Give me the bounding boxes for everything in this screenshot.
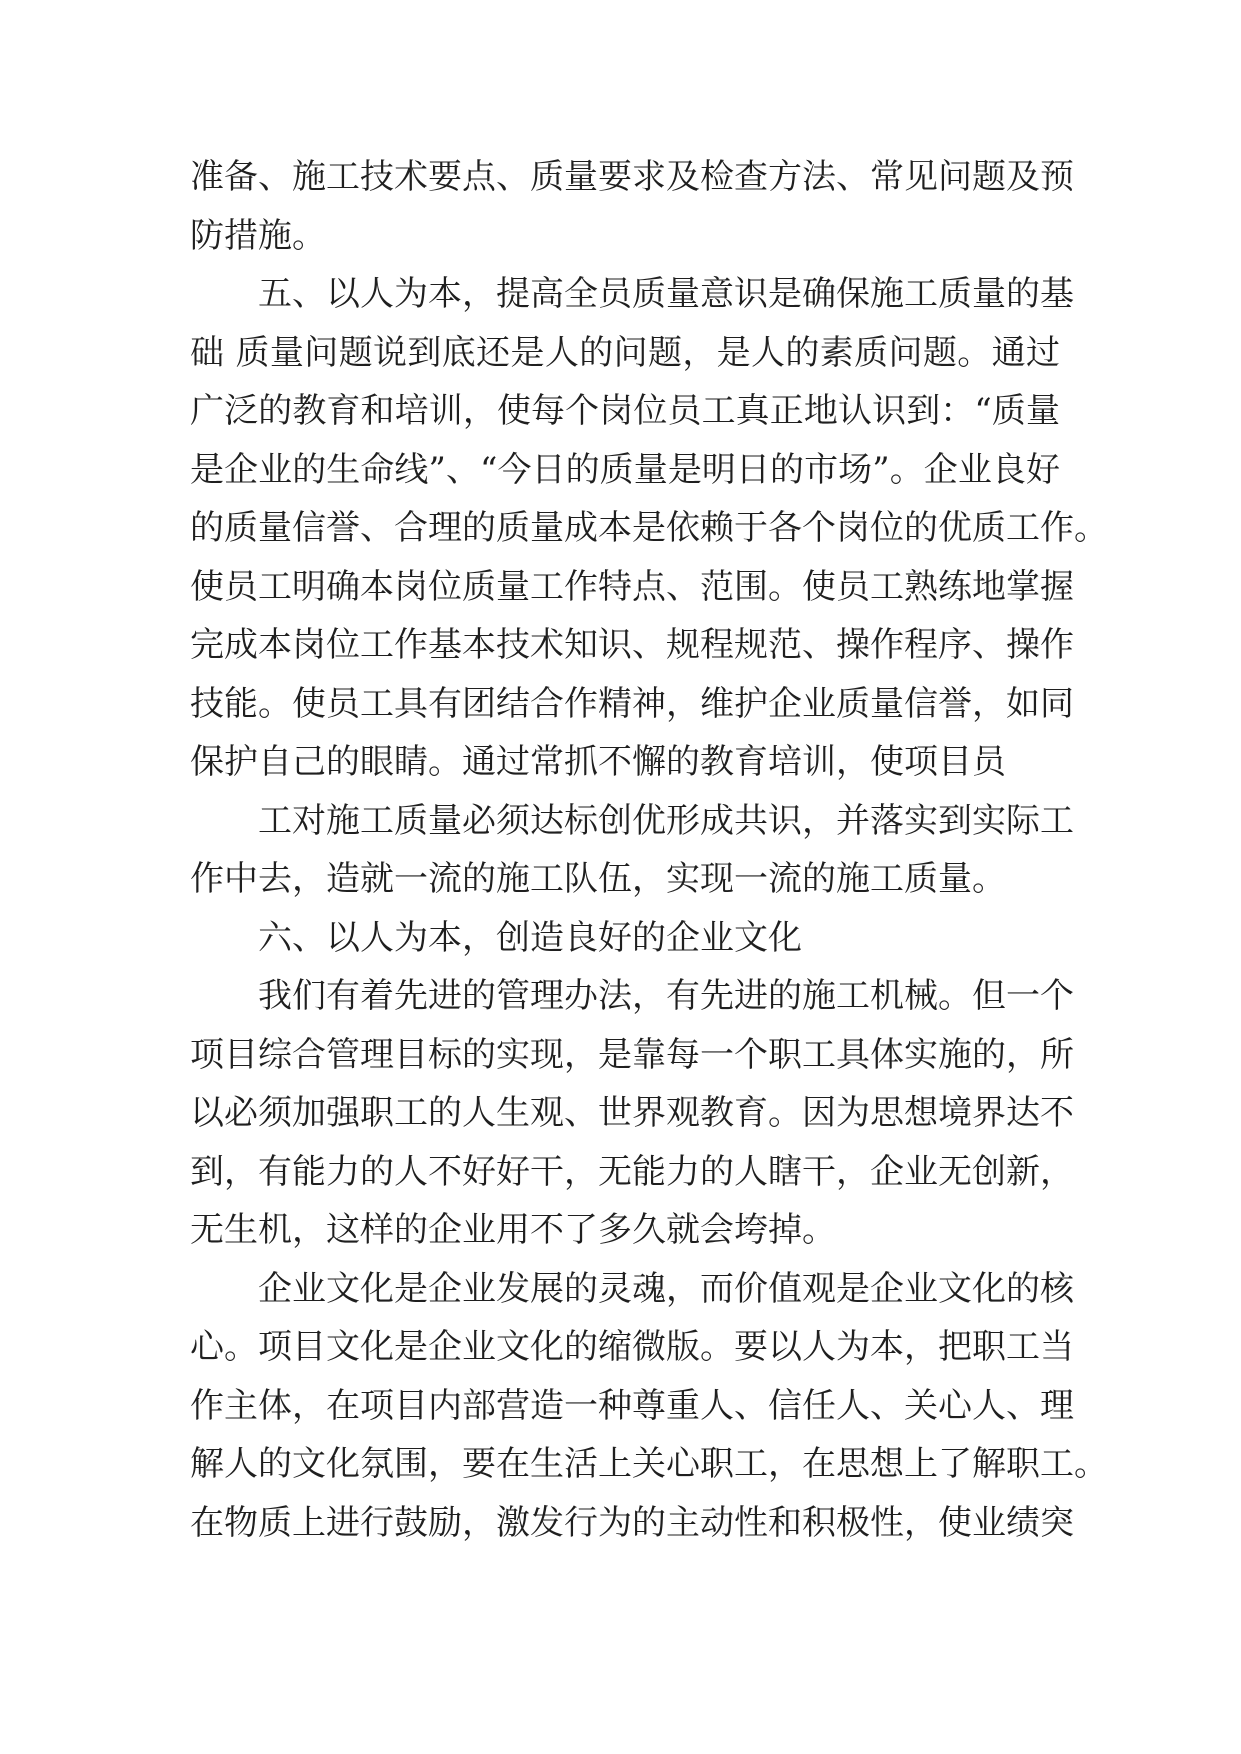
text-line: 工对施工质量必须达标创优形成共识，并落实到实际工: [258, 800, 1074, 841]
text-line: 项目综合管理目标的实现，是靠每一个职工具体实施的，所: [190, 1034, 1074, 1075]
text-line: 无生机，这样的企业用不了多久就会垮掉。: [190, 1210, 836, 1250]
body-text: [190, 148, 1108, 1552]
text-line: 心。项目文化是企业文化的缩微版。要以人为本，把职工当: [190, 1327, 1074, 1367]
text-line: 的质量信誉、合理的质量成本是依赖于各个岗位的优质工作。: [190, 508, 1108, 548]
text-line: 六、以人为本，创造良好的企业文化: [258, 917, 802, 958]
text-line: 解人的文化氛围，要在生活上关心职工，在思想上了解职工。: [190, 1444, 1108, 1484]
text-line: 五、以人为本，提高全员质量意识是确保施工质量的基: [258, 274, 1074, 314]
text-line: 是企业的生命线”、“今日的质量是明日的市场”。企业良好: [190, 449, 1060, 490]
text-line: 以必须加强职工的人生观、世界观教育。因为思想境界达不: [190, 1093, 1074, 1133]
text-line: 到，有能力的人不好好干，无能力的人瞎干，企业无创新，: [190, 1151, 1074, 1192]
text-line: 作主体，在项目内部营造一种尊重人、信任人、关心人、理: [190, 1385, 1074, 1426]
text-line: 础 质量问题说到底还是人的问题，是人的素质问题。通过: [190, 332, 1060, 373]
text-line: 保护自己的眼睛。通过常抓不懈的教育培训，使项目员: [190, 742, 1006, 782]
text-line: 作中去，造就一流的施工队伍，实现一流的施工质量。: [190, 859, 1006, 899]
text-line: 完成本岗位工作基本技术知识、规程规范、操作程序、操作: [190, 625, 1074, 665]
text-line: 准备、施工技术要点、质量要求及检查方法、常见问题及预: [190, 157, 1074, 197]
text-line: 防措施。: [190, 215, 326, 256]
text-line: 技能。使员工具有团结合作精神，维护企业质量信誉，如同: [190, 683, 1074, 724]
text-line: 在物质上进行鼓励，激发行为的主动性和积极性，使业绩突: [190, 1502, 1074, 1543]
text-line: 使员工明确本岗位质量工作特点、范围。使员工熟练地掌握: [190, 566, 1074, 607]
text-line: 我们有着先进的管理办法，有先进的施工机械。但一个: [258, 976, 1074, 1016]
text-line: 广泛的教育和培训，使每个岗位员工真正地认识到：“质量: [190, 391, 1060, 431]
text-line: 企业文化是企业发展的灵魂，而价值观是企业文化的核: [258, 1268, 1074, 1309]
